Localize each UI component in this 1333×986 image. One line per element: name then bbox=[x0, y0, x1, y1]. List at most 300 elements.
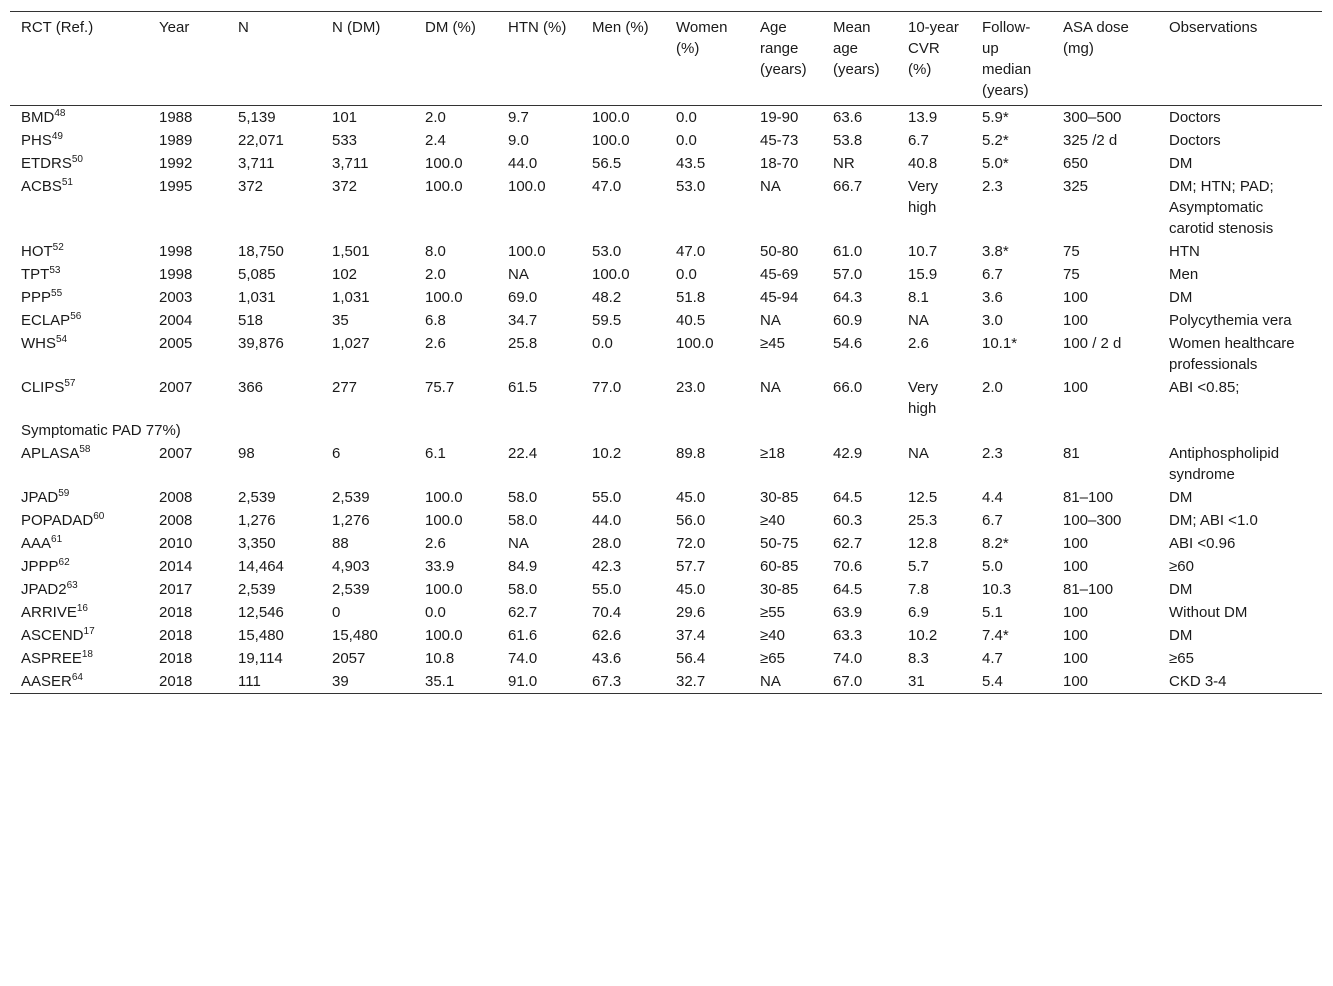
table-cell: 30-85 bbox=[760, 581, 799, 598]
table-cell: 43.6 bbox=[592, 650, 622, 667]
table-cell: 2008 bbox=[159, 489, 193, 506]
table-cell: 2018 bbox=[159, 604, 193, 621]
trial-name: PHS bbox=[21, 132, 52, 149]
column-header: Observations bbox=[1169, 19, 1258, 36]
column-header: N bbox=[238, 19, 249, 36]
table-cell: 58.0 bbox=[508, 489, 538, 506]
trial-name-cell bbox=[10, 624, 148, 647]
table-cell: 100.0 bbox=[676, 335, 714, 352]
reference-number: 52 bbox=[52, 242, 64, 253]
table-cell: 4.4 bbox=[982, 489, 1003, 506]
table-cell: 45.0 bbox=[676, 581, 706, 598]
table-cell: DM bbox=[1169, 489, 1193, 506]
table-cell: 14,464 bbox=[238, 558, 284, 575]
table-cell: 39 bbox=[332, 673, 349, 690]
table-cell: 33.9 bbox=[425, 558, 455, 575]
table-cell: 1,276 bbox=[238, 512, 276, 529]
table-cell: 5.9* bbox=[982, 109, 1009, 126]
table-cell: 7.8 bbox=[908, 581, 929, 598]
table-cell: 19-90 bbox=[760, 109, 799, 126]
table-cell: 45-73 bbox=[760, 132, 799, 149]
table-cell: 53.0 bbox=[676, 178, 706, 195]
table-cell: 5,085 bbox=[238, 266, 276, 283]
table-cell: 61.6 bbox=[508, 627, 538, 644]
table-cell: 32.7 bbox=[676, 673, 706, 690]
table-cell: NR bbox=[833, 155, 855, 172]
table-row bbox=[10, 332, 1322, 376]
table-cell: 70.6 bbox=[833, 558, 863, 575]
table-row bbox=[10, 106, 1322, 130]
table-cell: 3,350 bbox=[238, 535, 276, 552]
table-cell: 31 bbox=[908, 673, 925, 690]
table-cell: 3.0 bbox=[982, 312, 1003, 329]
table-cell: 100.0 bbox=[425, 512, 463, 529]
table-cell: DM; ABI <1.0 bbox=[1169, 512, 1258, 529]
table-cell: 50-75 bbox=[760, 535, 799, 552]
table-cell: 3.6 bbox=[982, 289, 1003, 306]
table-cell: 56.5 bbox=[592, 155, 622, 172]
table-cell: 54.6 bbox=[833, 335, 863, 352]
table-cell: 100.0 bbox=[508, 178, 546, 195]
table-cell: 58.0 bbox=[508, 581, 538, 598]
table-cell: 300–500 bbox=[1063, 109, 1122, 126]
table-cell: 325 bbox=[1063, 178, 1089, 195]
reference-number: 50 bbox=[71, 154, 83, 165]
table-cell: DM bbox=[1169, 155, 1193, 172]
table-cell: 91.0 bbox=[508, 673, 538, 690]
trial-name-cell bbox=[10, 509, 148, 532]
trial-name: BMD bbox=[21, 109, 55, 126]
column-header: Follow-up median (years) bbox=[982, 19, 1032, 99]
table-cell: 2008 bbox=[159, 512, 193, 529]
table-cell: ≥40 bbox=[760, 627, 785, 644]
table-cell: 55.0 bbox=[592, 581, 622, 598]
table-cell: 7.4* bbox=[982, 627, 1009, 644]
table-cell: NA bbox=[508, 535, 529, 552]
table-cell: 2010 bbox=[159, 535, 193, 552]
table-cell: 47.0 bbox=[676, 243, 706, 260]
table-cell: 2.0 bbox=[425, 109, 446, 126]
table-cell: 2007 bbox=[159, 445, 193, 462]
table-cell: 10.2 bbox=[592, 445, 622, 462]
trial-name-cell bbox=[10, 240, 148, 263]
table-cell: NA bbox=[760, 178, 781, 195]
table-cell: 1992 bbox=[159, 155, 193, 172]
trial-name-cell bbox=[10, 670, 148, 694]
table-cell: 1988 bbox=[159, 109, 193, 126]
table-cell: 3,711 bbox=[238, 155, 275, 172]
table-cell: Antiphospholipid syndrome bbox=[1169, 445, 1280, 483]
table-cell: 44.0 bbox=[508, 155, 538, 172]
table-cell: 5.0* bbox=[982, 155, 1009, 172]
table-cell: 1998 bbox=[159, 266, 193, 283]
table-cell: 88 bbox=[332, 535, 349, 552]
table-cell: 650 bbox=[1063, 155, 1089, 172]
table-cell: 100.0 bbox=[425, 489, 463, 506]
table-row bbox=[10, 670, 1322, 694]
trial-name-cell bbox=[10, 601, 148, 624]
table-cell: 81–100 bbox=[1063, 489, 1114, 506]
table-cell: 15.9 bbox=[908, 266, 938, 283]
table-cell: 35.1 bbox=[425, 673, 455, 690]
table-header-row bbox=[10, 12, 1322, 106]
table-cell: 0 bbox=[332, 604, 341, 621]
table-cell: 12,546 bbox=[238, 604, 284, 621]
table-row bbox=[10, 263, 1322, 286]
table-cell: 100–300 bbox=[1063, 512, 1122, 529]
table-cell: 64.3 bbox=[833, 289, 863, 306]
table-cell: 2.6 bbox=[908, 335, 929, 352]
table-cell: 0.0 bbox=[676, 109, 697, 126]
table-cell: ≥60 bbox=[1169, 558, 1194, 575]
table-cell: 15,480 bbox=[238, 627, 284, 644]
table-cell: 75 bbox=[1063, 266, 1080, 283]
reference-number: 57 bbox=[64, 378, 76, 389]
table-cell: 61.5 bbox=[508, 379, 538, 396]
table-cell: 53.8 bbox=[833, 132, 863, 149]
table-cell: 74.0 bbox=[833, 650, 863, 667]
table-cell: 43.5 bbox=[676, 155, 706, 172]
table-cell: 100 bbox=[1063, 558, 1089, 575]
table-cell: 1,031 bbox=[238, 289, 276, 306]
trial-name: POPADAD bbox=[21, 512, 94, 529]
table-cell: 45.0 bbox=[676, 489, 706, 506]
table-cell: 50-80 bbox=[760, 243, 799, 260]
table-cell: NA bbox=[908, 312, 929, 329]
table-cell: 533 bbox=[332, 132, 358, 149]
reference-number: 58 bbox=[79, 444, 91, 455]
trial-name: JPPP bbox=[21, 558, 59, 575]
table-cell: DM bbox=[1169, 627, 1193, 644]
reference-number: 61 bbox=[51, 534, 63, 545]
table-cell: 75 bbox=[1063, 243, 1080, 260]
table-cell: 3.8* bbox=[982, 243, 1009, 260]
trial-name-cell bbox=[10, 286, 148, 309]
table-cell: 10.7 bbox=[908, 243, 938, 260]
table-cell: 51.8 bbox=[676, 289, 706, 306]
trial-name: ECLAP bbox=[21, 312, 71, 329]
table-cell: 366 bbox=[238, 379, 264, 396]
table-cell: DM bbox=[1169, 289, 1193, 306]
table-row bbox=[10, 555, 1322, 578]
column-header: N (DM) bbox=[332, 19, 381, 36]
table-cell: 2018 bbox=[159, 673, 193, 690]
table-cell: 60.3 bbox=[833, 512, 863, 529]
table-cell: 100.0 bbox=[425, 155, 463, 172]
table-cell: 0.0 bbox=[592, 335, 613, 352]
table-cell: 100.0 bbox=[425, 178, 463, 195]
table-cell: 6.7 bbox=[982, 512, 1003, 529]
table-cell: ≥65 bbox=[1169, 650, 1194, 667]
table-cell: 15,480 bbox=[332, 627, 378, 644]
table-cell: HTN bbox=[1169, 243, 1200, 260]
table-cell: Without DM bbox=[1169, 604, 1248, 621]
table-row bbox=[10, 240, 1322, 263]
table-cell: 81 bbox=[1063, 445, 1080, 462]
table-cell: 22.4 bbox=[508, 445, 538, 462]
table-cell: 8.3 bbox=[908, 650, 929, 667]
table-cell: 2,539 bbox=[332, 489, 370, 506]
table-cell: 81–100 bbox=[1063, 581, 1114, 598]
table-cell: 6.7 bbox=[982, 266, 1003, 283]
table-cell: ≥18 bbox=[760, 445, 785, 462]
table-cell: 18,750 bbox=[238, 243, 284, 260]
table-cell: 100 bbox=[1063, 379, 1089, 396]
reference-number: 54 bbox=[56, 334, 68, 345]
table-cell: 100 bbox=[1063, 289, 1089, 306]
table-cell: 61.0 bbox=[833, 243, 863, 260]
rct-table bbox=[10, 11, 1322, 694]
trial-name: PPP bbox=[21, 289, 52, 306]
table-cell: 34.7 bbox=[508, 312, 538, 329]
table-cell: 1989 bbox=[159, 132, 193, 149]
table-cell: 48.2 bbox=[592, 289, 622, 306]
trial-name: ETDRS bbox=[21, 155, 72, 172]
table-cell: NA bbox=[908, 445, 929, 462]
trial-name: CLIPS bbox=[21, 379, 65, 396]
table-cell: 100 bbox=[1063, 650, 1089, 667]
table-cell: 9.0 bbox=[508, 132, 529, 149]
trial-name-cell bbox=[10, 376, 148, 420]
table-cell: 1998 bbox=[159, 243, 193, 260]
table-cell: 10.2 bbox=[908, 627, 938, 644]
table-cell: Men bbox=[1169, 266, 1199, 283]
table-row bbox=[10, 486, 1322, 509]
table-cell: 60.9 bbox=[833, 312, 863, 329]
table-cell: NA bbox=[760, 379, 781, 396]
table-cell: 2.0 bbox=[425, 266, 446, 283]
table-cell: 5.1 bbox=[982, 604, 1003, 621]
table-cell: 2005 bbox=[159, 335, 193, 352]
table-cell: 98 bbox=[238, 445, 255, 462]
table-row bbox=[10, 624, 1322, 647]
table-cell: 518 bbox=[238, 312, 264, 329]
reference-number: 49 bbox=[51, 131, 63, 142]
trial-name: ASCEND bbox=[21, 627, 84, 644]
table-cell: 2004 bbox=[159, 312, 193, 329]
table-cell: 2.6 bbox=[425, 335, 446, 352]
table-cell: 2003 bbox=[159, 289, 193, 306]
table-cell: 2014 bbox=[159, 558, 193, 575]
table-cell: 100.0 bbox=[425, 581, 463, 598]
table-row bbox=[10, 309, 1322, 332]
table-row bbox=[10, 601, 1322, 624]
trial-name: HOT bbox=[21, 243, 53, 260]
table-cell: 8.2* bbox=[982, 535, 1009, 552]
trial-name-cell bbox=[10, 263, 148, 286]
table-cell: ≥45 bbox=[760, 335, 785, 352]
table-cell: 2.3 bbox=[982, 178, 1003, 195]
trial-name-cell bbox=[10, 442, 148, 486]
column-header: RCT (Ref.) bbox=[21, 19, 94, 36]
table-cell: 2.6 bbox=[425, 535, 446, 552]
trial-name-cell bbox=[10, 152, 148, 175]
table-cell: 67.3 bbox=[592, 673, 622, 690]
table-row bbox=[10, 420, 1322, 442]
reference-number: 17 bbox=[83, 626, 95, 637]
trial-name: JPAD2 bbox=[21, 581, 67, 598]
table-cell: 47.0 bbox=[592, 178, 622, 195]
table-cell: 2018 bbox=[159, 650, 193, 667]
table-cell: 2018 bbox=[159, 627, 193, 644]
table-cell: 62.7 bbox=[508, 604, 538, 621]
table-cell: 63.3 bbox=[833, 627, 863, 644]
table-cell: 6 bbox=[332, 445, 341, 462]
table-cell: DM; HTN; PAD; Asymptomatic carotid stenosis bbox=[1169, 178, 1274, 237]
table-cell: 100 bbox=[1063, 604, 1089, 621]
table-cell: 2,539 bbox=[332, 581, 370, 598]
table-cell: 100.0 bbox=[508, 243, 546, 260]
table-cell: 89.8 bbox=[676, 445, 706, 462]
table-cell: 2007 bbox=[159, 379, 193, 396]
table-cell: 19,114 bbox=[238, 650, 283, 667]
table-cell: Women healthcare professionals bbox=[1169, 335, 1295, 373]
trial-name: WHS bbox=[21, 335, 56, 352]
table-cell: 1,027 bbox=[332, 335, 370, 352]
table-cell: ≥55 bbox=[760, 604, 785, 621]
table-cell: 1,276 bbox=[332, 512, 370, 529]
table-cell: 100 bbox=[1063, 312, 1089, 329]
table-cell: 4.7 bbox=[982, 650, 1003, 667]
table-cell: 0.0 bbox=[425, 604, 446, 621]
table-row bbox=[10, 442, 1322, 486]
table-cell: 3,711 bbox=[332, 155, 369, 172]
table-cell: 64.5 bbox=[833, 489, 863, 506]
reference-number: 16 bbox=[76, 603, 88, 614]
table-cell: 9.7 bbox=[508, 109, 529, 126]
table-cell: 2057 bbox=[332, 650, 366, 667]
trial-name: APLASA bbox=[21, 445, 80, 462]
table-cell: 12.8 bbox=[908, 535, 938, 552]
table-cell: NA bbox=[508, 266, 529, 283]
table-cell: 2017 bbox=[159, 581, 193, 598]
column-header: HTN (%) bbox=[508, 19, 567, 36]
table-cell: 100 / 2 d bbox=[1063, 335, 1122, 352]
table-cell: 55.0 bbox=[592, 489, 622, 506]
table-cell: 10.3 bbox=[982, 581, 1012, 598]
table-cell: 45-69 bbox=[760, 266, 799, 283]
table-cell: 30-85 bbox=[760, 489, 799, 506]
column-header: ASA dose (mg) bbox=[1063, 19, 1129, 57]
table-cell: 62.6 bbox=[592, 627, 622, 644]
table-cell: 53.0 bbox=[592, 243, 622, 260]
trial-name-cell bbox=[10, 555, 148, 578]
table-cell: 63.9 bbox=[833, 604, 863, 621]
table-cell: 40.8 bbox=[908, 155, 938, 172]
reference-number: 55 bbox=[51, 288, 63, 299]
table-cell: 84.9 bbox=[508, 558, 538, 575]
table-cell: ≥40 bbox=[760, 512, 785, 529]
table-cell: 100.0 bbox=[425, 289, 463, 306]
table-cell: 18-70 bbox=[760, 155, 799, 172]
table-cell: 58.0 bbox=[508, 512, 538, 529]
table-cell: 6.8 bbox=[425, 312, 446, 329]
table-cell: 22,071 bbox=[238, 132, 284, 149]
table-cell: 74.0 bbox=[508, 650, 538, 667]
table-cell: 57.7 bbox=[676, 558, 706, 575]
reference-number: 48 bbox=[54, 108, 66, 119]
trial-name: AASER bbox=[21, 673, 72, 690]
table-cell: 59.5 bbox=[592, 312, 622, 329]
table-cell: 42.3 bbox=[592, 558, 622, 575]
table-cell: 25.3 bbox=[908, 512, 938, 529]
table-cell: 100 bbox=[1063, 627, 1089, 644]
table-cell: ABI <0.85; bbox=[1169, 379, 1240, 396]
table-cell: 5.4 bbox=[982, 673, 1003, 690]
table-cell: 5.2* bbox=[982, 132, 1009, 149]
table-cell: Polycythemia vera bbox=[1169, 312, 1292, 329]
table-cell-continuation: Symptomatic PAD 77%) bbox=[21, 422, 181, 439]
table-cell: 2.4 bbox=[425, 132, 446, 149]
trial-name: JPAD bbox=[21, 489, 59, 506]
table-cell: 100.0 bbox=[592, 266, 630, 283]
reference-number: 60 bbox=[93, 511, 105, 522]
table-cell: 40.5 bbox=[676, 312, 706, 329]
table-cell: 0.0 bbox=[676, 266, 697, 283]
table-row bbox=[10, 532, 1322, 555]
table-cell: ≥65 bbox=[760, 650, 785, 667]
table-cell: 13.9 bbox=[908, 109, 938, 126]
trial-name-cell bbox=[10, 309, 148, 332]
table-cell: 5.0 bbox=[982, 558, 1003, 575]
table-cell: NA bbox=[760, 312, 781, 329]
table-cell: 42.9 bbox=[833, 445, 863, 462]
column-header: Women (%) bbox=[676, 19, 728, 57]
table-cell: 1,031 bbox=[332, 289, 370, 306]
table-cell: CKD 3-4 bbox=[1169, 673, 1227, 690]
trial-name-cell bbox=[10, 332, 148, 376]
table-cell: 35 bbox=[332, 312, 349, 329]
table-cell: 44.0 bbox=[592, 512, 622, 529]
table-cell: 1995 bbox=[159, 178, 193, 195]
table-cell: 2.3 bbox=[982, 445, 1003, 462]
table-row bbox=[10, 509, 1322, 532]
table-cell: 100 bbox=[1063, 535, 1089, 552]
table-cell: 102 bbox=[332, 266, 358, 283]
trial-name: ARRIVE bbox=[21, 604, 77, 621]
table-row bbox=[10, 152, 1322, 175]
table-cell: 1,501 bbox=[332, 243, 370, 260]
table-cell: 25.8 bbox=[508, 335, 538, 352]
table-row bbox=[10, 578, 1322, 601]
table-cell: 2.0 bbox=[982, 379, 1003, 396]
table-cell: DM bbox=[1169, 581, 1193, 598]
column-header: Year bbox=[159, 19, 190, 36]
table-row bbox=[10, 175, 1322, 240]
table-cell: 100.0 bbox=[592, 109, 630, 126]
table-cell: 63.6 bbox=[833, 109, 863, 126]
reference-number: 64 bbox=[71, 672, 83, 683]
column-header: Mean age (years) bbox=[833, 19, 880, 78]
table-cell: 70.4 bbox=[592, 604, 622, 621]
table-cell: NA bbox=[760, 673, 781, 690]
table-cell: 4,903 bbox=[332, 558, 370, 575]
trial-name-cell bbox=[10, 175, 148, 240]
table-cell-empty bbox=[227, 420, 1322, 442]
table-row bbox=[10, 376, 1322, 420]
table-cell: 64.5 bbox=[833, 581, 863, 598]
table-cell: 56.4 bbox=[676, 650, 706, 667]
column-header: Age range (years) bbox=[760, 19, 807, 78]
table-cell: 5.7 bbox=[908, 558, 929, 575]
table-cell: 2,539 bbox=[238, 489, 276, 506]
table-cell: 77.0 bbox=[592, 379, 622, 396]
table-cell: 6.1 bbox=[425, 445, 446, 462]
reference-number: 63 bbox=[66, 580, 78, 591]
table-cell: 111 bbox=[238, 673, 261, 690]
table-cell: 372 bbox=[332, 178, 358, 195]
table-cell: 12.5 bbox=[908, 489, 938, 506]
